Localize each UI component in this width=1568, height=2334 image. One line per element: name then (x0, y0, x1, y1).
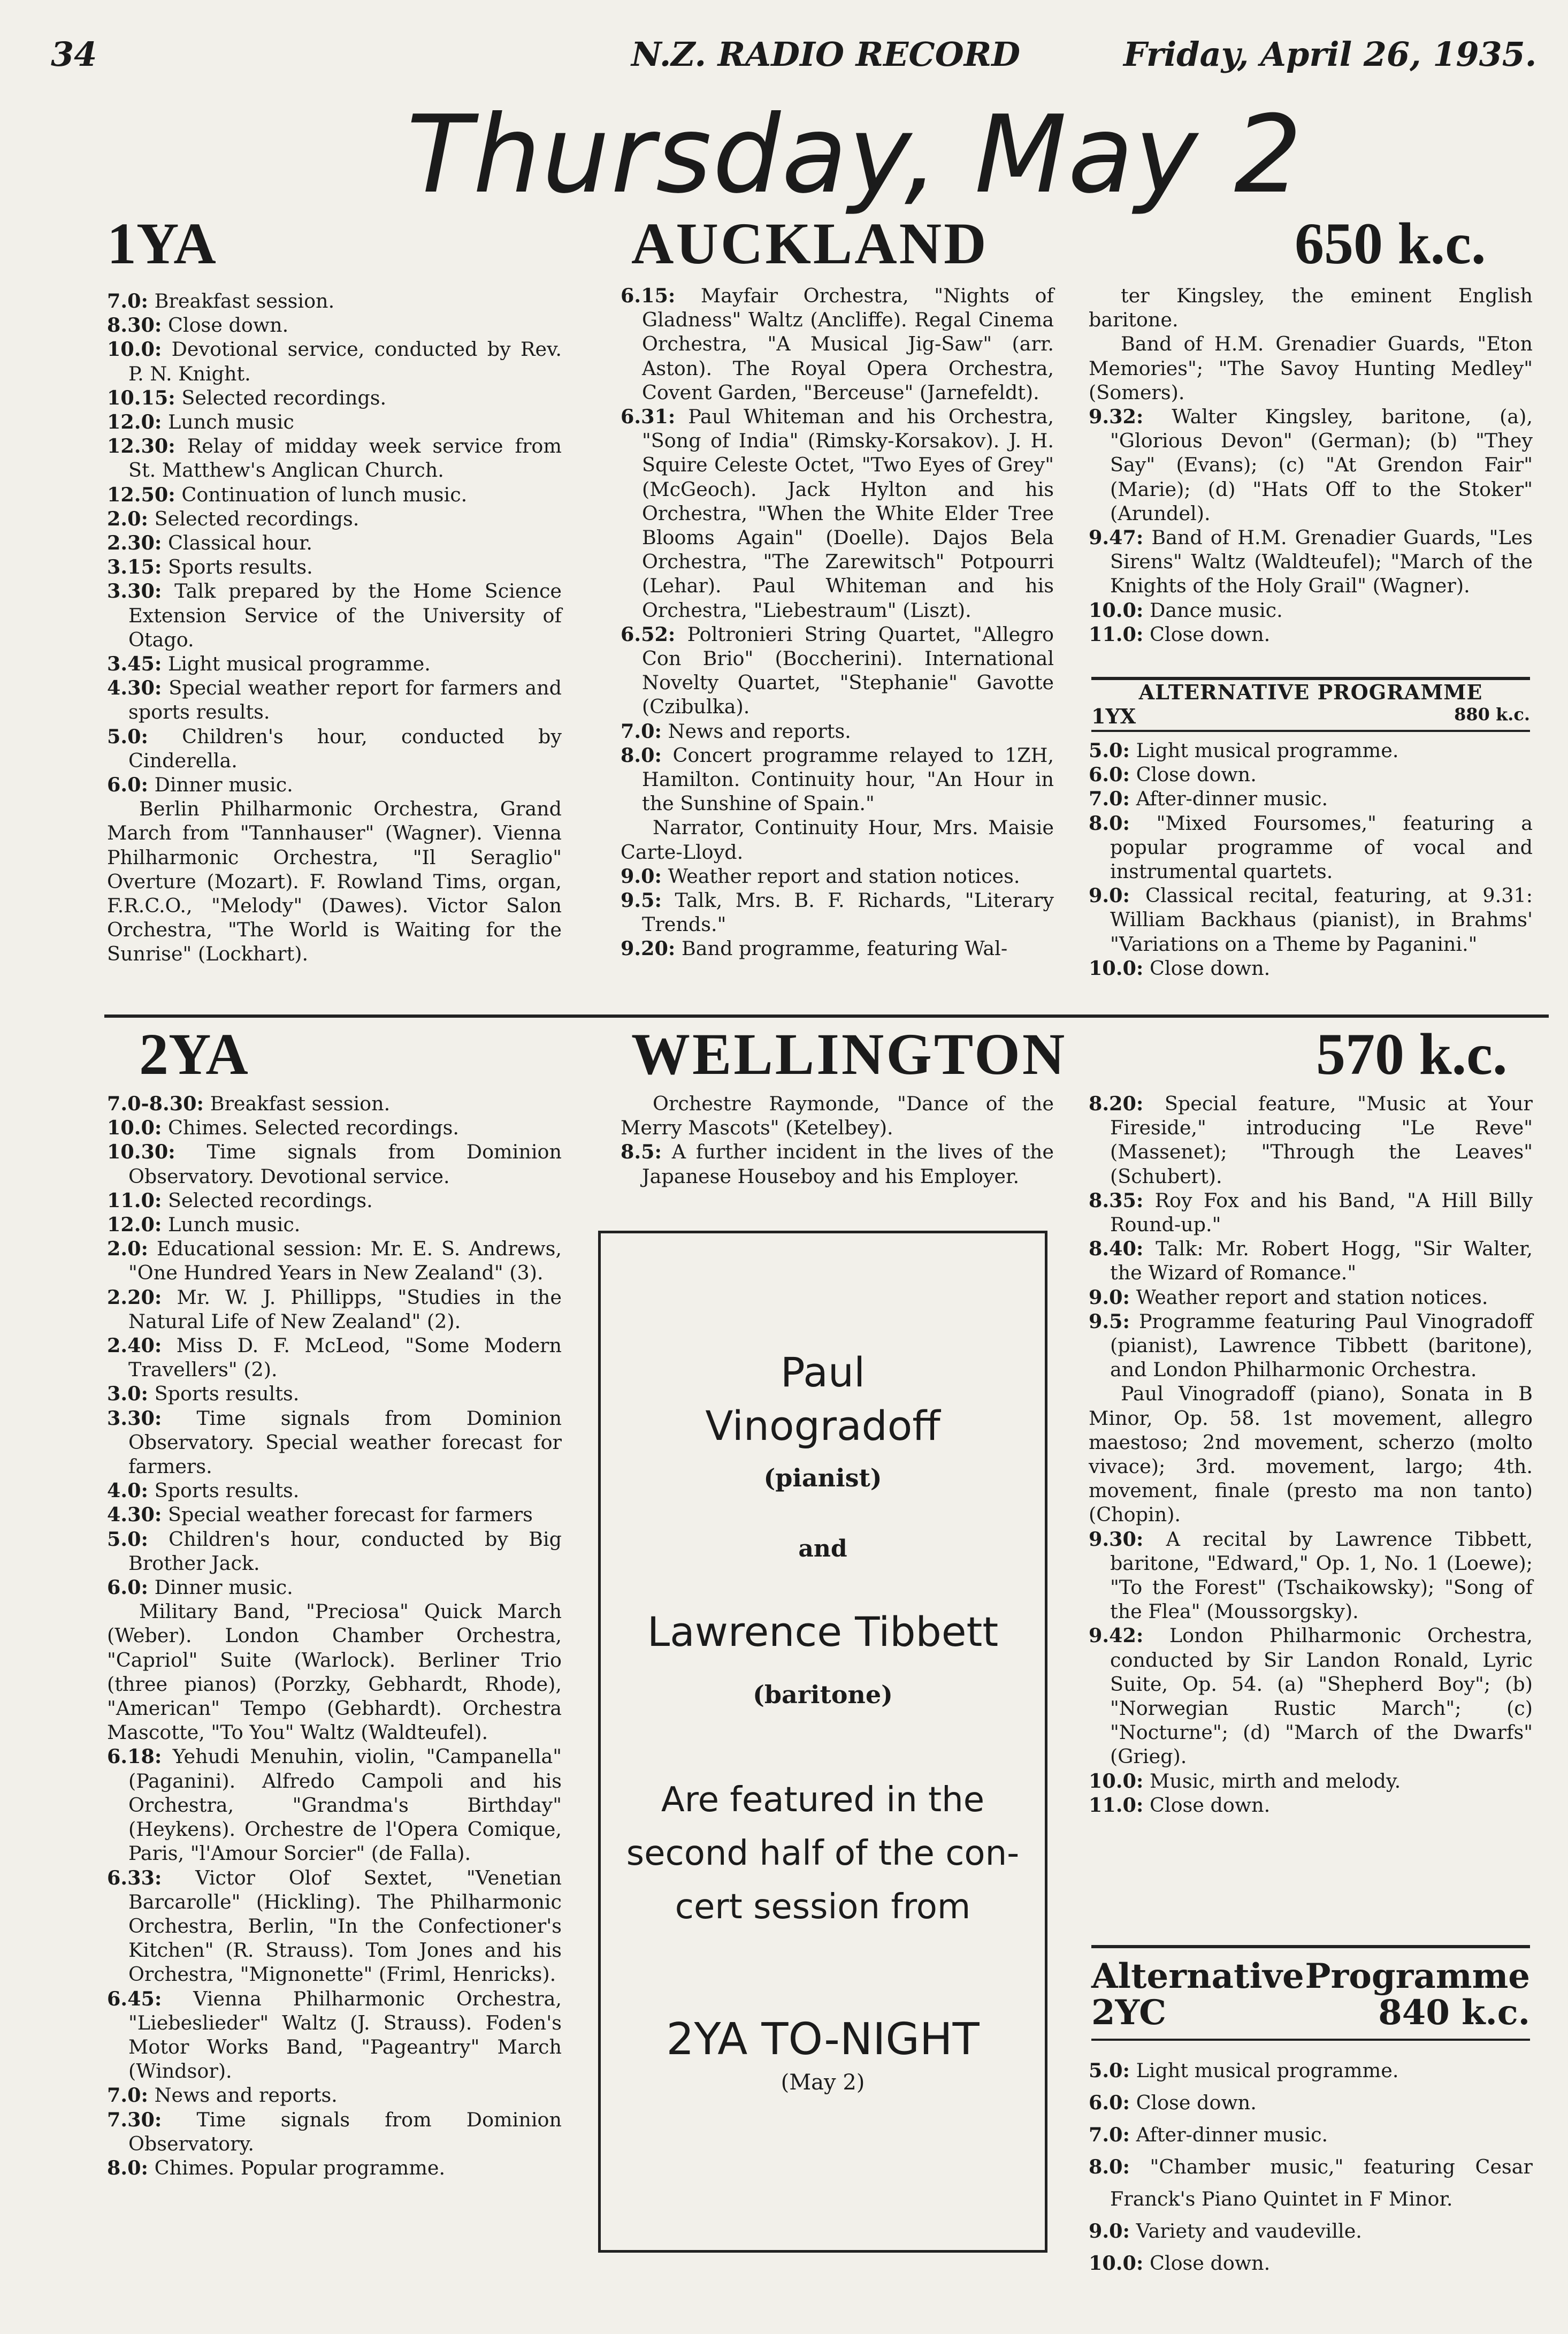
programme-entry (107, 1406, 562, 1479)
entry-text: Paul Whiteman and his Orchestra, "Song of India" (Rimsky-Korsakov). J. H. Squire Celeste Octet, "Two Eyes of Grey" (McGeoch). Jack Hylton and his Orchestra, "When the White Elder Tree Blooms Again" (Doelle). Dajos Bela Orchestra, "The Zarewitsch" Potpourri (Lehar). Paul Whiteman and his Orchestra, "Liebestraum" (Liszt). (642, 405, 1054, 622)
alt-2yc-heading (1091, 1958, 1530, 1995)
entry-text: Time signals from Dominion Observatory. Special weather forecast for farmers. (128, 1406, 562, 1478)
entry-time: 5.0: (1089, 739, 1130, 762)
ad-name-tibbett: Lawrence Tibbett (647, 1608, 999, 1656)
programme-entry (107, 1527, 562, 1575)
programme-entry (107, 386, 562, 410)
entry-text: After-dinner music. (1136, 787, 1328, 811)
entry-text: ter Kingsley, the eminent English baritone. (1089, 284, 1533, 332)
programme-entry (107, 1599, 562, 1744)
ad-date: (May 2) (781, 2070, 865, 2095)
programme-entry (107, 1744, 562, 1865)
ad-and: and (798, 1535, 847, 1562)
entry-time: 2.0: (107, 507, 148, 530)
entry-text: Continuation of lunch music. (181, 483, 468, 506)
entry-text: Band of H.M. Grenadier Guards, "Eton Memories"; "The Savoy Hunting Medley" (Somers). (1089, 332, 1533, 404)
publication-name: N.Z. RADIO RECORD (631, 35, 1021, 74)
entry-text: Dinner music. (154, 773, 293, 797)
column-1ya-3 (1089, 284, 1533, 646)
advertisement-box (598, 1231, 1047, 2253)
entry-text: London Philharmonic Orchestra, conducted by Sir Landon Ronald, Lyric Suite, Op. 54. (a) "Shepherd Boy"; (b) "Norwegian Rustic March"; (c) "Nocturne"; (d) "March of the Dwarfs" (Grieg). (1110, 1624, 1533, 1768)
entry-text: Yehudi Menuhin, violin, "Campanella" (Paganini). Alfredo Campoli and his Orchestra, "Grandma's Birthday" (Heykens). Orchestre de l'Opera Comique, Paris, "l'Amour Sorcier" (de Falla). (128, 1745, 562, 1865)
station-call-2ya: 2YA (139, 1021, 248, 1087)
entry-time: 3.0: (107, 1382, 148, 1406)
entry-text: Dance music. (1149, 598, 1283, 622)
programme-entry (107, 2156, 562, 2180)
programme-entry (1089, 1285, 1533, 1309)
entry-text: Miss D. F. McLeod, "Some Modern Travellers" (2). (128, 1334, 562, 1382)
programme-entry (107, 1140, 562, 1188)
entry-time: 6.0: (1089, 2091, 1130, 2114)
entry-text: Children's hour, conducted by Big Brother Jack. (128, 1527, 562, 1575)
column-2ya-1 (107, 1092, 562, 2180)
entry-time: 6.0: (107, 773, 148, 797)
entry-text: Band programme, featuring Wal- (681, 937, 1008, 960)
entry-text: Special weather report for farmers and sports results. (128, 676, 562, 724)
entry-time: 8.0: (1089, 811, 1130, 835)
alt-1yx-freq: 880 k.c. (1454, 704, 1530, 724)
alt-1yx-station (1091, 704, 1530, 728)
ad-line-3: cert session from (675, 1887, 971, 1927)
entry-time: 12.0: (107, 1213, 162, 1237)
entry-time: 3.30: (107, 579, 162, 603)
programme-entry (107, 434, 562, 482)
entry-time: 3.45: (107, 652, 162, 676)
entry-text: Band of H.M. Grenadier Guards, "Les Sirens" Waltz (Waldteufel); "March of the Knights of the Holy Grail" (Wagner). (1110, 526, 1533, 598)
entry-time: 9.5: (1089, 1309, 1130, 1333)
entry-text: Close down. (1136, 2091, 1257, 2114)
entry-text: Talk, Mrs. B. F. Richards, "Literary Trends." (642, 889, 1054, 936)
programme-entry (621, 1092, 1054, 1140)
entry-time: 2.40: (107, 1334, 162, 1357)
entry-time: 9.5: (621, 889, 662, 912)
section-divider (104, 1015, 1549, 1018)
entry-text: Sports results. (154, 1479, 300, 1502)
programme-entry (107, 1478, 562, 1502)
entry-text: Talk prepared by the Home Science Extension Service of the University of Otago. (128, 579, 562, 651)
station-call-1ya: 1YA (107, 211, 216, 276)
programme-entry (621, 405, 1054, 622)
entry-time: 8.40: (1089, 1237, 1144, 1261)
programme-entry (107, 1092, 562, 1116)
entry-text: "Mixed Foursomes," featuring a popular programme of vocal and instrumental quartets. (1110, 811, 1533, 883)
programme-entry (1089, 332, 1533, 405)
entry-time: 5.0: (107, 1527, 148, 1551)
entry-time: 7.0: (621, 719, 662, 743)
programme-entry (621, 622, 1054, 719)
entry-text: Devotional service, conducted by Rev. P. N. Knight. (128, 338, 562, 385)
entry-time: 2.0: (107, 1237, 148, 1261)
entry-time: 9.0: (1089, 1285, 1130, 1309)
entry-text: Selected recordings. (167, 1188, 373, 1212)
entry-text: Sports results. (154, 1382, 300, 1406)
alt-2yc-call: 2YC (1091, 1993, 1167, 2033)
programme-entry (107, 652, 562, 676)
entry-text: Relay of midday week service from St. Matthew's Anglican Church. (128, 434, 562, 482)
entry-text: Victor Olof Sextet, "Venetian Barcarolle" (Hickling). The Philharmonic Orchestra, Berlin, "In the Confectioner's Kitchen" (R. Strauss). Tom Jones and his Orchestra, "Mignonette" (Friml, Henricks). (128, 1866, 562, 1986)
entry-text: Breakfast session. (154, 289, 335, 312)
entry-text: Weather report and station notices. (1136, 1285, 1488, 1309)
entry-text: Sports results. (167, 555, 313, 579)
station-freq-2ya: 570 k.c. (1316, 1021, 1508, 1087)
entry-text: Close down. (167, 314, 289, 337)
programme-entry (621, 719, 1054, 743)
entry-text: Educational session: Mr. E. S. Andrews, "One Hundred Years in New Zealand" (3). (128, 1237, 562, 1285)
entry-time: 8.0: (621, 743, 662, 767)
ad-role-pianist: (pianist) (763, 1463, 882, 1492)
entry-text: Narrator, Continuity Hour, Mrs. Maisie Carte-Lloyd. (621, 816, 1054, 864)
programme-entry (107, 579, 562, 652)
programme-entry (1089, 2055, 1533, 2087)
entry-time: 6.0: (1089, 763, 1130, 787)
programme-entry (1089, 1527, 1533, 1624)
programme-entry (107, 1382, 562, 1406)
programme-entry (107, 2083, 562, 2107)
entry-text: Programme featuring Paul Vinogradoff (pianist), Lawrence Tibbett (baritone), and London Philharmonic Orchestra. (1110, 1309, 1533, 1382)
entry-time: 12.50: (107, 483, 175, 506)
alt-2yc-heading-left: Alternative (1091, 1956, 1304, 1996)
entry-text: A further incident in the lives of the Japanese Houseboy and his Employer. (642, 1140, 1054, 1188)
entry-time: 10.0: (1089, 956, 1144, 980)
ad-name-vinogradoff: Vinogradoff (705, 1402, 940, 1450)
entry-time: 3.30: (107, 1406, 162, 1430)
entry-time: 10.0: (107, 1116, 162, 1140)
programme-entry (1089, 1092, 1533, 1188)
entry-text: Close down. (1149, 956, 1271, 980)
entry-time: 10.0: (1089, 598, 1144, 622)
programme-entry (107, 531, 562, 555)
entry-time: 6.31: (621, 405, 676, 429)
entry-text: Light musical programme. (1136, 2059, 1399, 2082)
entry-time: 9.47: (1089, 526, 1144, 550)
entry-time: 8.0: (1089, 2155, 1130, 2178)
programme-entry (621, 743, 1054, 816)
page-title: Thursday, May 2 (407, 93, 1303, 217)
entry-time: 4.0: (107, 1479, 148, 1502)
entry-time: 11.0: (1089, 1793, 1144, 1817)
programme-entry (107, 1237, 562, 1285)
programme-entry (1089, 1237, 1533, 1285)
programme-entry (107, 337, 562, 385)
entry-time: 9.42: (1089, 1624, 1144, 1647)
programme-entry (1089, 2151, 1533, 2215)
entry-time: 9.0: (621, 864, 662, 888)
entry-time: 8.30: (107, 314, 162, 337)
programme-entry (1089, 811, 1533, 884)
alt-2yc-station (1091, 1995, 1530, 2031)
programme-entry (1089, 738, 1533, 762)
entry-text: Selected recordings. (181, 386, 387, 409)
alt-2yc-list (1089, 2055, 1533, 2279)
programme-entry (1089, 284, 1533, 332)
entry-text: Berlin Philharmonic Orchestra, Grand March from "Tannhauser" (Wagner). Vienna Philharmonic Orchestra, "Il Seraglio" Overture (Mozart). F. Rowland Tims, organ, F.R.C.O., "Melody" (Dawes). Victor Salon Orchestra, "The World is Waiting for the Sunrise" (Lockhart). (107, 797, 562, 966)
entry-time: 10.30: (107, 1140, 175, 1164)
entry-text: Vienna Philharmonic Orchestra, "Liebeslieder" Waltz (J. Strauss). Foden's Motor Works Band, "Pageantry" March (Windsor). (128, 1987, 562, 2083)
entry-text: After-dinner music. (1136, 2123, 1328, 2146)
programme-entry (107, 507, 562, 531)
programme-entry (107, 1866, 562, 1987)
entry-time: 6.18: (107, 1745, 162, 1768)
entry-time: 11.0: (107, 1188, 162, 1212)
entry-text: Poltronieri String Quartet, "Allegro Con Brio" (Boccherini). International Novelty Quartet, "Stephanie" Gavotte (Czibulka). (642, 622, 1054, 719)
entry-time: 9.0: (1089, 884, 1130, 907)
column-1ya-2 (621, 284, 1054, 961)
entry-text: Special weather forecast for farmers (167, 1503, 533, 1527)
entry-text: Weather report and station notices. (668, 864, 1020, 888)
programme-entry (107, 1333, 562, 1382)
alt-1yx-list (1089, 738, 1533, 980)
entry-text: Lunch music. (167, 1213, 301, 1237)
entry-time: 5.0: (107, 724, 148, 748)
entry-time: 12.30: (107, 434, 175, 458)
entry-time: 7.30: (107, 2108, 162, 2131)
programme-entry (621, 936, 1054, 960)
entry-time: 7.0: (107, 289, 148, 312)
entry-time: 8.35: (1089, 1188, 1144, 1212)
programme-entry (1089, 525, 1533, 598)
entry-text: Special feature, "Music at Your Fireside," introducing "Le Reve" (Massenet); "Through the Leaves" (Schubert). (1110, 1092, 1533, 1188)
programme-entry (107, 483, 562, 507)
programme-entry (1089, 883, 1533, 956)
programme-entry (1089, 1623, 1533, 1768)
programme-entry (621, 1140, 1054, 1188)
entry-time: 10.15: (107, 386, 175, 409)
entry-text: A recital by Lawrence Tibbett, baritone, "Edward," Op. 1, No. 1 (Loewe); "To the Forest" (Tschaikowsky); "Song of the Flea" (Moussorgsky). (1110, 1527, 1533, 1623)
programme-entry (1089, 2119, 1533, 2151)
entry-text: Close down. (1136, 763, 1257, 787)
entry-text: Close down. (1149, 2252, 1271, 2275)
entry-text: Paul Vinogradoff (piano), Sonata in B Minor, Op. 58. 1st movement, allegro maestoso; 2nd movement, scherzo (molto vivace); 3rd. movement, largo; 4th. movement, finale (presto ma non tanto) (Chopin). (1089, 1382, 1533, 1527)
entry-time: 9.0: (1089, 2219, 1130, 2243)
entry-text: Talk: Mr. Robert Hogg, "Sir Walter, the Wizard of Romance." (1110, 1237, 1533, 1285)
ad-tonight: 2YA TO-NIGHT (666, 2014, 980, 2065)
programme-entry (1089, 1188, 1533, 1237)
entry-time: 9.20: (621, 937, 676, 960)
station-city-wellington: WELLINGTON (631, 1021, 1067, 1087)
programme-entry (1089, 2215, 1533, 2247)
programme-entry (1089, 787, 1533, 811)
entry-text: Variety and vaudeville. (1136, 2219, 1362, 2243)
entry-text: Mayfair Orchestra, "Nights of Gladness" Waltz (Ancliffe). Regal Cinema Orchestra, "A Musical Jig-Saw" (arr. Aston). The Royal Opera Orchestra, Covent Garden, "Berceuse" (Jarnefeldt). (642, 284, 1054, 404)
alt-1yx-heading: ALTERNATIVE PROGRAMME (1138, 680, 1483, 704)
entry-text: Close down. (1149, 622, 1271, 646)
ad-name-paul: Paul (780, 1348, 866, 1396)
entry-text: Lunch music (167, 410, 294, 434)
entry-text: Classical hour. (167, 531, 312, 555)
entry-text: Selected recordings. (154, 507, 360, 530)
entry-time: 7.0-8.30: (107, 1092, 204, 1115)
entry-time: 7.0: (1089, 2123, 1130, 2146)
ad-line-2: second half of the con- (626, 1834, 1020, 1873)
entry-time: 8.5: (621, 1140, 662, 1164)
programme-entry (107, 289, 562, 313)
entry-time: 9.32: (1089, 405, 1144, 429)
entry-text: Time signals from Dominion Observatory. (128, 2108, 562, 2155)
alt-2yc-freq: 840 k.c. (1378, 1993, 1530, 2033)
entry-text: Light musical programme. (1136, 739, 1399, 762)
ad-line-1: Are featured in the (661, 1780, 985, 1820)
entry-time: 12.0: (107, 410, 162, 434)
entry-time: 3.15: (107, 555, 162, 579)
programme-entry (107, 676, 562, 724)
entry-time: 6.45: (107, 1987, 162, 2010)
programme-entry (107, 1116, 562, 1140)
programme-entry (107, 410, 562, 434)
programme-entry (107, 724, 562, 773)
entry-text: Light musical programme. (167, 652, 431, 676)
programme-entry (621, 864, 1054, 888)
entry-text: Classical recital, featuring, at 9.31: William Backhaus (pianist), in Brahms' "Variations on a Theme by Paganini." (1110, 884, 1533, 956)
entry-text: News and reports. (154, 2084, 338, 2107)
entry-text: Close down. (1149, 1793, 1271, 1817)
column-1ya-1 (107, 289, 562, 966)
entry-text: Mr. W. J. Phillipps, "Studies in the Natural Life of New Zealand" (2). (128, 1285, 562, 1333)
programme-entry (107, 555, 562, 579)
entry-time: 7.0: (107, 2084, 148, 2107)
entry-time: 6.15: (621, 284, 676, 307)
programme-entry (1089, 956, 1533, 980)
programme-entry (1089, 762, 1533, 787)
column-2ya-3 (1089, 1092, 1533, 1817)
alt-1yx-call: 1YX (1091, 704, 1136, 728)
programme-entry (107, 313, 562, 337)
station-city-auckland: AUCKLAND (631, 211, 989, 276)
entry-time: 6.0: (107, 1576, 148, 1599)
programme-entry (1089, 1769, 1533, 1793)
entry-time: 10.0: (1089, 2252, 1144, 2275)
programme-entry (107, 1285, 562, 1333)
alt-2yc-heading-block (1091, 1958, 1530, 2031)
station-freq-1ya: 650 k.c. (1295, 211, 1486, 276)
programme-entry (1089, 622, 1533, 646)
programme-entry (1089, 2247, 1533, 2279)
entry-time: 9.30: (1089, 1527, 1144, 1551)
ad-role-baritone: (baritone) (753, 1680, 893, 1709)
entry-time: 7.0: (1089, 787, 1130, 811)
programme-entry (1089, 1382, 1533, 1527)
programme-entry (621, 284, 1054, 405)
alt-1yx-rule-bottom (1091, 730, 1530, 732)
entry-time: 6.52: (621, 622, 676, 646)
programme-entry (107, 773, 562, 797)
entry-text: "Chamber music," featuring Cesar Franck's Piano Quintet in F Minor. (1110, 2155, 1533, 2210)
entry-text: Time signals from Dominion Observatory. Devotional service. (128, 1140, 562, 1188)
programme-entry (1089, 405, 1533, 525)
entry-time: 10.0: (107, 338, 162, 361)
entry-text: Concert programme relayed to 1ZH, Hamilton. Continuity hour, "An Hour in the Sunshine of Spain." (642, 743, 1054, 815)
programme-entry (107, 1212, 562, 1237)
entry-text: Breakfast session. (210, 1092, 391, 1115)
entry-time: 11.0: (1089, 622, 1144, 646)
entry-time: 5.0: (1089, 2059, 1130, 2082)
entry-text: Chimes. Selected recordings. (167, 1116, 459, 1140)
alt-2yc-heading-right: Programme (1305, 1956, 1530, 1996)
programme-entry (107, 1188, 562, 1212)
entry-text: Children's hour, conducted by Cinderella. (128, 724, 562, 772)
programme-entry (107, 1502, 562, 1527)
entry-time: 2.20: (107, 1285, 162, 1309)
entry-time: 4.30: (107, 1503, 162, 1527)
programme-entry (621, 815, 1054, 864)
programme-entry (1089, 1309, 1533, 1382)
programme-entry (107, 2108, 562, 2156)
entry-text: Military Band, "Preciosa" Quick March (Weber). London Chamber Orchestra, "Capriol" Suite (Warlock). Berliner Trio (three pianos) (Porzky, Gebhardt, Rhode), "American" Tempo (Gebhardt). Orchestra Mascotte, "To You" Waltz (Waldteufel). (107, 1600, 562, 1744)
entry-time: 8.20: (1089, 1092, 1144, 1115)
entry-text: Dinner music. (154, 1576, 293, 1599)
issue-date: Friday, April 26, 1935. (1123, 35, 1537, 74)
entry-time: 6.33: (107, 1866, 162, 1889)
entry-text: Music, mirth and melody. (1149, 1769, 1401, 1793)
programme-entry (1089, 598, 1533, 622)
entry-time: 10.0: (1089, 1769, 1144, 1793)
entry-time: 2.30: (107, 531, 162, 555)
entry-text: Roy Fox and his Band, "A Hill Billy Round-up." (1110, 1188, 1533, 1237)
programme-entry (1089, 1793, 1533, 1817)
entry-text: Chimes. Popular programme. (154, 2156, 446, 2179)
programme-entry (1089, 2087, 1533, 2119)
entry-text: Orchestre Raymonde, "Dance of the Merry Mascots" (Ketelbey). (621, 1092, 1054, 1140)
alt-1yx-heading-block (1091, 681, 1530, 728)
entry-text: Walter Kingsley, baritone, (a), "Glorious Devon" (German); (b) "They Say" (Evans); (c) "At Grendon Fair" (Marie); (d) "Hats Off to the Stoker" (Arundel). (1110, 405, 1533, 525)
alt-2yc-rule-bottom (1091, 2039, 1530, 2041)
programme-entry (107, 1575, 562, 1599)
programme-entry (107, 797, 562, 966)
entry-time: 4.30: (107, 676, 162, 700)
alt-2yc-rule-top (1091, 1945, 1530, 1948)
page-number: 34 (51, 35, 97, 74)
entry-text: News and reports. (668, 719, 851, 743)
column-2ya-2 (621, 1092, 1054, 1188)
programme-entry (107, 1987, 562, 2084)
programme-entry (621, 888, 1054, 936)
entry-time: 8.0: (107, 2156, 148, 2179)
